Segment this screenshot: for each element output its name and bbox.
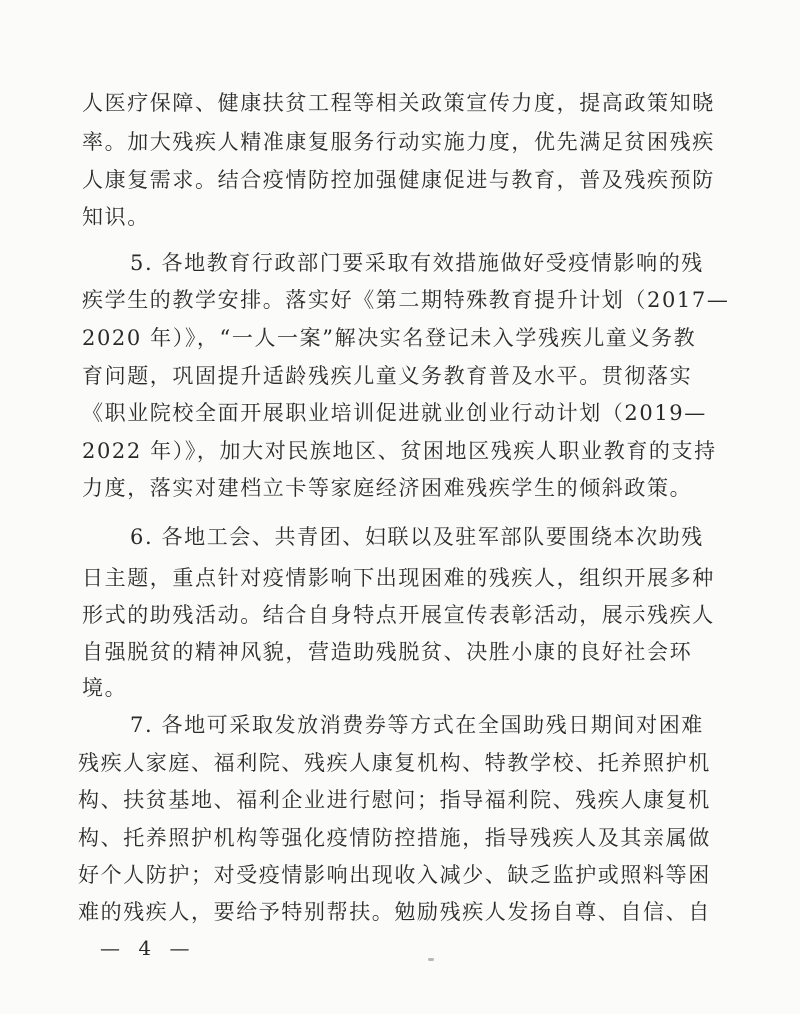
text-line: 形式的助残活动。结合自身特点开展宣传表彰活动，展示残疾人 [82,603,715,627]
paragraph-5-start: 5. 各地教育行政部门要采取有效措施做好受疫情影响的残 [130,251,704,275]
text-line: 人医疗保障、健康扶贫工程等相关政策宣传力度，提高政策知晓 [82,91,715,115]
text-line: 《职业院校全面开展职业培训促进就业创业行动计划（2019— [82,401,707,425]
scan-speck [428,958,434,961]
text-line: 日主题，重点针对疫情影响下出现困难的残疾人，组织开展多种 [82,566,715,590]
text-line: 知识。 [82,205,150,229]
paragraph-7-start: 7. 各地可采取发放消费券等方式在全国助残日期间对困难 [130,713,704,737]
text-line: 境。 [82,676,128,700]
paragraph-6-start: 6. 各地工会、共青团、妇联以及驻军部队要围绕本次助残 [130,525,704,549]
text-line: 构、托养照护机构等强化疫情防控措施，指导残疾人及其亲属做 [78,826,711,850]
text-line: 构、扶贫基地、福利企业进行慰问；指导福利院、残疾人康复机 [78,788,711,812]
text-line: 疾学生的教学安排。落实好《第二期特殊教育提升计划（2017— [82,288,730,312]
text-line: 人康复需求。结合疫情防控加强健康促进与教育，普及残疾预防 [82,168,715,192]
text-line: 育问题，巩固提升适龄残疾儿童义务教育普及水平。贯彻落实 [82,364,693,388]
text-line: 残疾人家庭、福利院、残疾人康复机构、特教学校、托养照护机 [78,751,711,775]
text-line: 2022 年）》，加大对民族地区、贫困地区残疾人职业教育的支持 [82,439,717,463]
text-line: 好个人防护；对受疫情影响出现收入减少、缺乏监护或照料等困 [78,863,711,887]
text-line: 难的残疾人，要给予特别帮扶。勉励残疾人发扬自尊、自信、自 [78,900,711,924]
text-line: 力度，落实对建档立卡等家庭经济困难残疾学生的倾斜政策。 [82,476,693,500]
text-line: 自强脱贫的精神风貌，营造助残脱贫、决胜小康的良好社会环 [82,640,693,664]
page-number: — 4 — [100,936,196,960]
text-line: 2020 年）》，“一人一案”解决实名登记未入学残疾儿童义务教 [82,326,697,350]
text-line: 率。加大残疾人精准康复服务行动实施力度，优先满足贫困残疾 [82,130,715,154]
